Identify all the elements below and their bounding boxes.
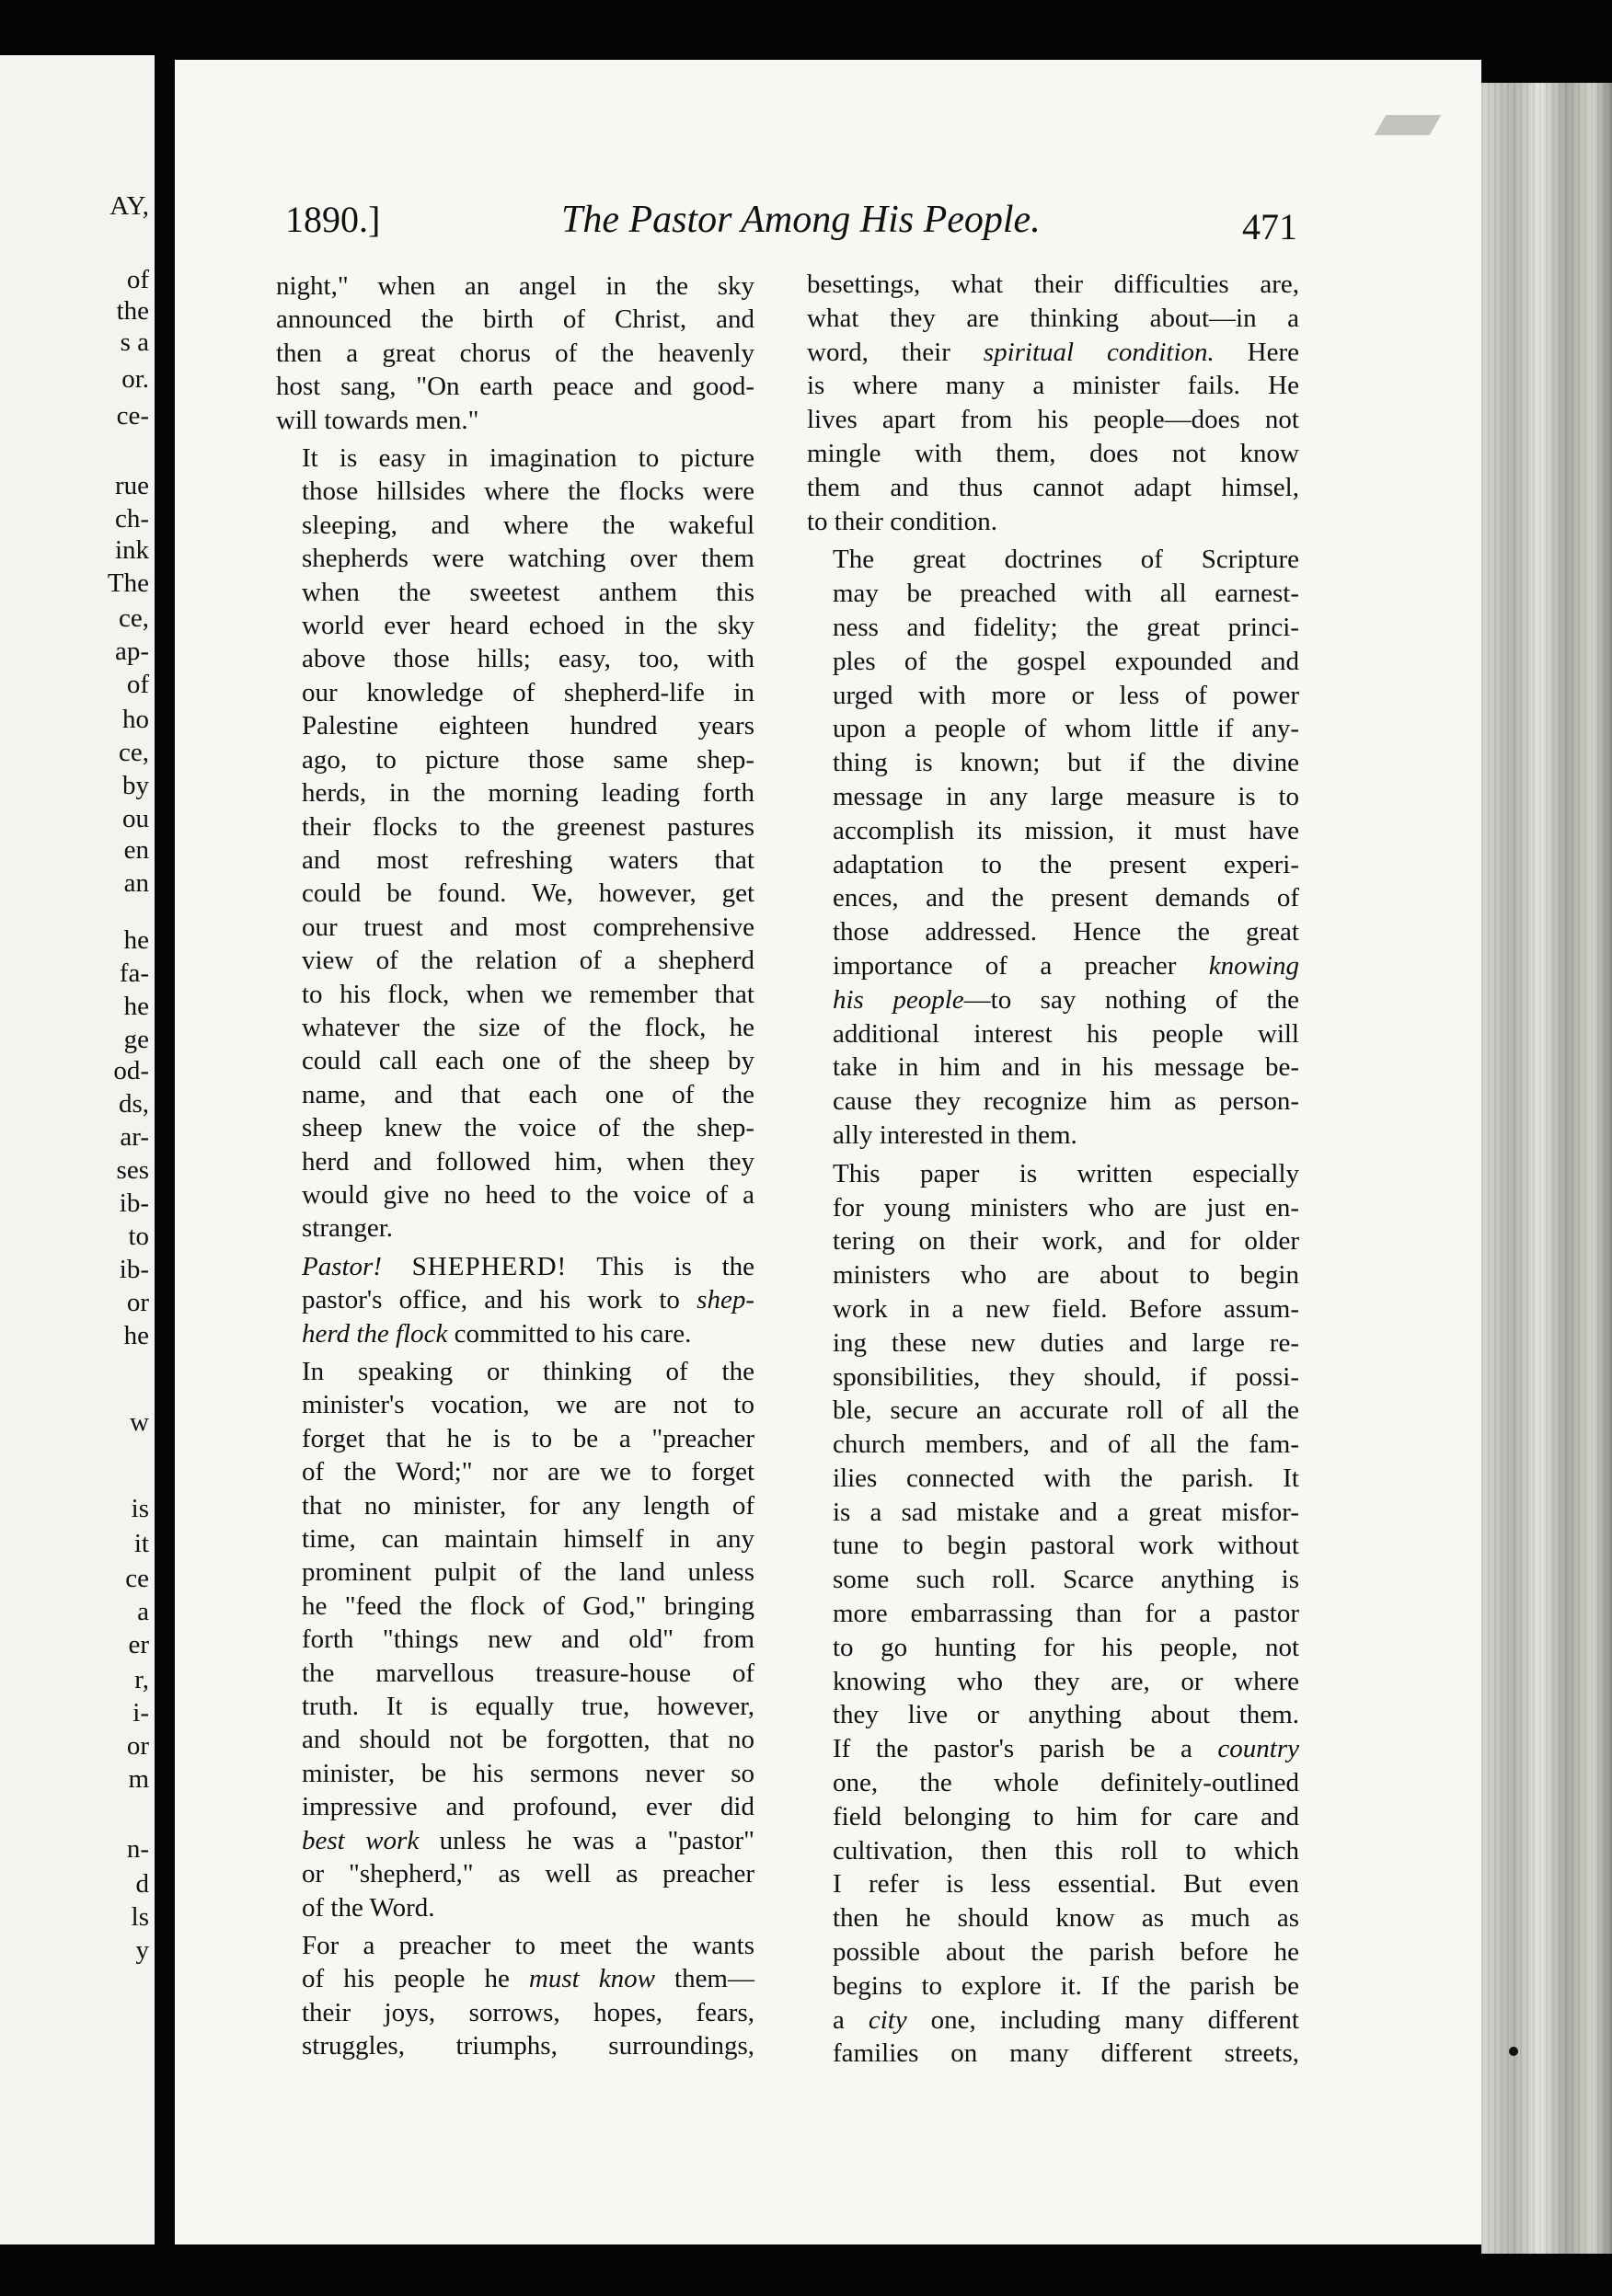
text-line: cause they recognize him as person- [833,1086,1299,1117]
left-page-text-fragment: an [123,868,149,898]
left-page-text-fragment: ge [123,1025,149,1054]
text-line: It is easy in imagination to picture [302,443,754,474]
text-line [807,949,1299,983]
text-line: upon a people of whom little if any- [833,714,1299,744]
text-line: In speaking or thinking of the [302,1357,754,1386]
text-line: stranger. [302,1213,394,1244]
text-line: then he should know as much as [833,1903,1299,1934]
text-line: ble, secure an accurate roll of all the [833,1395,1299,1426]
text-line: more embarrassing than for a pastor [833,1599,1299,1629]
text-line: minister, be his sermons never so [302,1758,754,1788]
text-line: for young ministers who are just en- [833,1192,1299,1223]
text-line: knowing who they are, or where [833,1666,1299,1696]
text-line: ples of the gospel expounded and [833,646,1299,676]
left-page-text-fragment: by [122,771,149,800]
text-line: lives apart from his people—does not [807,405,1299,435]
text-line: some such roll. Scarce anything is [833,1565,1299,1595]
text-line: may be preached with all earnest- [833,579,1299,609]
text-line: time, can maintain himself in any [302,1524,754,1555]
text-line: could be found. We, however, get [302,878,754,909]
text-line: night," when an angel in the sky [276,271,754,301]
text-line: truth. It is equally true, however, [302,1692,754,1722]
left-page-text-fragment: ds, [118,1089,149,1119]
text-line: herd and followed him, when they [302,1146,754,1177]
text-line: announced the birth of Christ, and [276,304,754,335]
spiritual-condition-emphasis: spiritual condition. [983,337,1215,367]
left-page-text-fragment: r, [134,1665,149,1694]
text-line: forget that he is to be a "preacher [302,1423,754,1453]
text-line: is where many a minister fails. He [807,371,1299,401]
text-line: message in any large measure is to [833,781,1299,811]
paragraph-3 [276,1250,754,1350]
left-page-text-fragment: i- [132,1698,149,1728]
knowing-emphasis: knowing [1208,950,1299,981]
left-page-text-fragment: ar- [120,1122,149,1152]
text-line: of the Word. [302,1892,435,1923]
text-fragment: Here [1214,337,1299,367]
left-column [276,270,754,2063]
text-line: ness and fidelity; the great princi- [833,612,1299,642]
text-line: could call each one of the sheep by [302,1046,754,1076]
shep-emphasis: shep- [697,1285,754,1315]
city-emphasis: city [868,2004,907,2035]
text-line: whatever the size of the flock, he [302,1012,754,1042]
right-column [807,268,1299,2071]
his-people-emphasis: his people [833,984,964,1015]
left-page-text-fragment: the [116,296,149,326]
best-work-emphasis: best work [302,1825,420,1855]
left-page-text-fragment: or [126,1731,149,1761]
text-line: to his flock, when we remember that [302,979,754,1009]
paragraph-8 [807,1157,1299,2072]
text-fragment: If the pastor's parish be a [833,1734,1218,1764]
left-page-text-fragment: he [123,925,149,955]
text-line: will towards men." [276,405,479,435]
text-fragment: word, their [807,337,984,367]
book-page [175,60,1481,2244]
left-page-text-fragment: od- [113,1056,149,1085]
left-page-text-fragment: he [123,992,149,1021]
text-line: The great doctrines of Scripture [833,545,1299,575]
left-page-text-fragment: ses [116,1155,149,1185]
text-line [807,336,1299,370]
left-page-text-fragment: of [126,265,149,294]
shepherd-smallcaps: SHEPHERD! [411,1251,568,1281]
text-line: them and thus cannot adapt himsel, [807,472,1299,502]
text-fragment: importance of a preacher [833,950,1209,981]
left-page-text-fragment: rue [114,471,149,500]
text-line: sheep knew the voice of the shep- [302,1113,754,1143]
text-line: our truest and most comprehensive [302,912,754,942]
country-emphasis: country [1217,1734,1299,1764]
text-line: accomplish its mission, it must have [833,815,1299,845]
text-line: I refer is less essential. But even [833,1869,1299,1900]
text-line: thing is known; but if the divine [833,748,1299,778]
left-page-text-fragment: to [128,1222,149,1251]
left-page-text-fragment: or. [121,364,149,394]
text-line: urged with more or less of power [833,680,1299,710]
paragraph-7 [807,543,1299,1152]
pastor-emphasis: Pastor! [302,1251,382,1281]
page-number: 471 [1242,206,1297,247]
left-page-text-fragment: er [128,1630,149,1659]
left-page-text-fragment: ib- [119,1255,149,1284]
text-line: work in a new field. Before assum- [833,1293,1299,1324]
text-line: adaptation to the present experi- [833,849,1299,879]
ink-dot [1509,2047,1518,2056]
left-page-text-fragment: en [123,835,149,865]
left-page-text-fragment: a [137,1597,149,1626]
text-line: ago, to picture those same shep- [302,744,754,775]
text-line: additional interest his people will [833,1018,1299,1049]
text-line [276,1283,754,1316]
text-line [807,1732,1299,1766]
text-line: above those hills; easy, too, with [302,644,754,674]
text-line: For a preacher to meet the wants [302,1930,754,1960]
text-line: to their condition. [807,506,997,536]
text-fragment: This is the [567,1251,754,1281]
text-line: he "feed the flock of God," bringing [302,1590,754,1621]
left-page-text-fragment: it [133,1529,149,1558]
text-line: name, and that each one of the [302,1079,754,1109]
text-line: sleeping, and where the wakeful [302,510,754,540]
text-line: field belonging to him for care and [833,1801,1299,1831]
text-line: Palestine eighteen hundred years [302,711,754,741]
text-line: mingle with them, does not know [807,438,1299,468]
text-fragment: pastor's office, and his work to [302,1285,697,1315]
text-line: and most refreshing waters that [302,844,754,875]
text-line: cultivation, then this roll to which [833,1835,1299,1866]
text-line: tune to begin pastoral work without [833,1531,1299,1561]
text-line: those hillsides where the flocks were [302,476,754,507]
text-fragment: —to say nothing of the [963,984,1299,1015]
text-line: one, the whole definitely-outlined [833,1768,1299,1798]
text-fragment: unless he was a "pastor" [419,1825,755,1855]
running-title: The Pastor Among His People. [561,199,1041,241]
left-page-edge [0,55,155,2244]
text-line: tering on their work, and for older [833,1226,1299,1257]
text-line: families on many different streets, [833,2038,1299,2069]
left-page-text-fragment: ce, [119,738,149,767]
left-page-text-fragment: m [128,1764,149,1794]
left-page-text-fragment: d [135,1869,149,1899]
left-page-text-fragment: ink [114,535,149,565]
paragraph-1 [276,270,754,437]
text-line: our knowledge of shepherd-life in [302,677,754,707]
left-page-text-fragment: ls [131,1902,149,1932]
text-line: struggles, triumphs, surroundings, [302,2031,754,2061]
text-line: church members, and of all the fam- [833,1429,1299,1460]
header-year: 1890.] [285,199,381,240]
text-line: host sang, "On earth peace and good- [276,372,754,402]
text-line: they live or anything about them. [833,1700,1299,1730]
text-line: herds, in the morning leading forth [302,778,754,809]
text-line: besettings, what their difficulties are, [807,270,1299,299]
left-page-text-fragment: ce, [119,603,149,633]
paragraph-4 [276,1355,754,1924]
left-page-text-fragment: he [123,1321,149,1350]
text-line: minister's vocation, we are not to [302,1390,754,1420]
text-fragment: them— [654,1964,754,1994]
text-line: This paper is written especially [833,1158,1299,1188]
must-know-emphasis: must know [528,1964,655,1994]
text-line: begins to explore it. If the parish be [833,1970,1299,2001]
text-line: the marvellous treasure-house of [302,1658,754,1688]
text-line: of the Word;" nor are we to forget [302,1457,754,1487]
left-page-text-fragment: or [126,1288,149,1317]
text-line: take in him and in his message be- [833,1052,1299,1083]
text-line [276,1317,754,1350]
text-line: would give no heed to the voice of a [302,1179,754,1210]
text-line: those addressed. Hence the great [833,917,1299,947]
text-line: possible about the parish before he [833,1937,1299,1968]
text-line: their joys, sorrows, hopes, fears, [302,1997,754,2027]
left-page-text-fragment: ch- [114,504,149,534]
left-page-text-fragment: ce- [116,401,149,430]
page-edge-stack [1481,83,1612,2254]
text-fragment: one, including many different [906,2004,1299,2035]
text-line [276,1250,754,1283]
left-page-text-fragment: of [126,670,149,699]
left-page-text-fragment: ap- [114,637,149,666]
text-line: ences, and the present demands of [833,883,1299,913]
text-line: their flocks to the greenest pastures [302,811,754,842]
left-page-text-fragment: ib- [119,1188,149,1218]
text-line: sponsibilities, they should, if possi- [833,1361,1299,1392]
herd-the-flock-emphasis: herd the flock [302,1318,448,1349]
text-line: ministers who are about to begin [833,1260,1299,1291]
text-line: when the sweetest anthem this [302,577,754,607]
text-fragment: a [833,2004,869,2035]
text-line: and should not be forgotten, that no [302,1725,754,1755]
text-line: impressive and profound, ever did [302,1792,754,1822]
paragraph-5 [276,1929,754,2063]
left-page-text-fragment: The [107,568,149,598]
left-page-text-fragment: ce [125,1564,149,1593]
text-line: prominent pulpit of the land unless [302,1557,754,1588]
text-line: ing these new duties and large re- [833,1327,1299,1358]
text-line [276,1962,754,1995]
left-page-text-fragment: s a [120,327,149,357]
text-line: ilies connected with the parish. It [833,1463,1299,1493]
left-page-text-fragment: ho [122,705,149,734]
paragraph-2 [276,442,754,1246]
text-line: world ever heard echoed in the sky [302,611,754,641]
text-line [807,983,1299,1017]
left-page-text-fragment: AY, [109,191,149,221]
text-line: is a sad mistake and a great misfor- [833,1497,1299,1527]
left-page-text-fragment: ou [122,804,149,833]
running-header [175,60,1481,247]
text-fragment: committed to his care. [447,1318,692,1349]
left-page-text-fragment: fa- [119,959,149,988]
text-line: or "shepherd," as well as preacher [302,1859,754,1889]
left-page-text-fragment: y [135,1935,149,1965]
left-page-text-fragment: is [131,1494,149,1523]
text-line: then a great chorus of the heavenly [276,338,754,368]
text-line: to go hunting for his people, not [833,1632,1299,1662]
text-line: ally interested in them. [833,1119,1077,1150]
paragraph-6 [807,268,1299,538]
left-page-text-fragment: w [130,1407,149,1437]
text-line [807,2003,1299,2038]
left-page-text-fragment: n- [126,1834,149,1864]
text-line: what they are thinking about—in a [807,303,1299,333]
text-line: that no minister, for any length of [302,1490,754,1521]
text-line: forth "things new and old" from [302,1624,754,1655]
text-fragment: of his people he [302,1964,529,1994]
text-line [276,1824,754,1857]
text-line: view of the relation of a shepherd [302,946,754,976]
text-line: shepherds were watching over them [302,544,754,574]
